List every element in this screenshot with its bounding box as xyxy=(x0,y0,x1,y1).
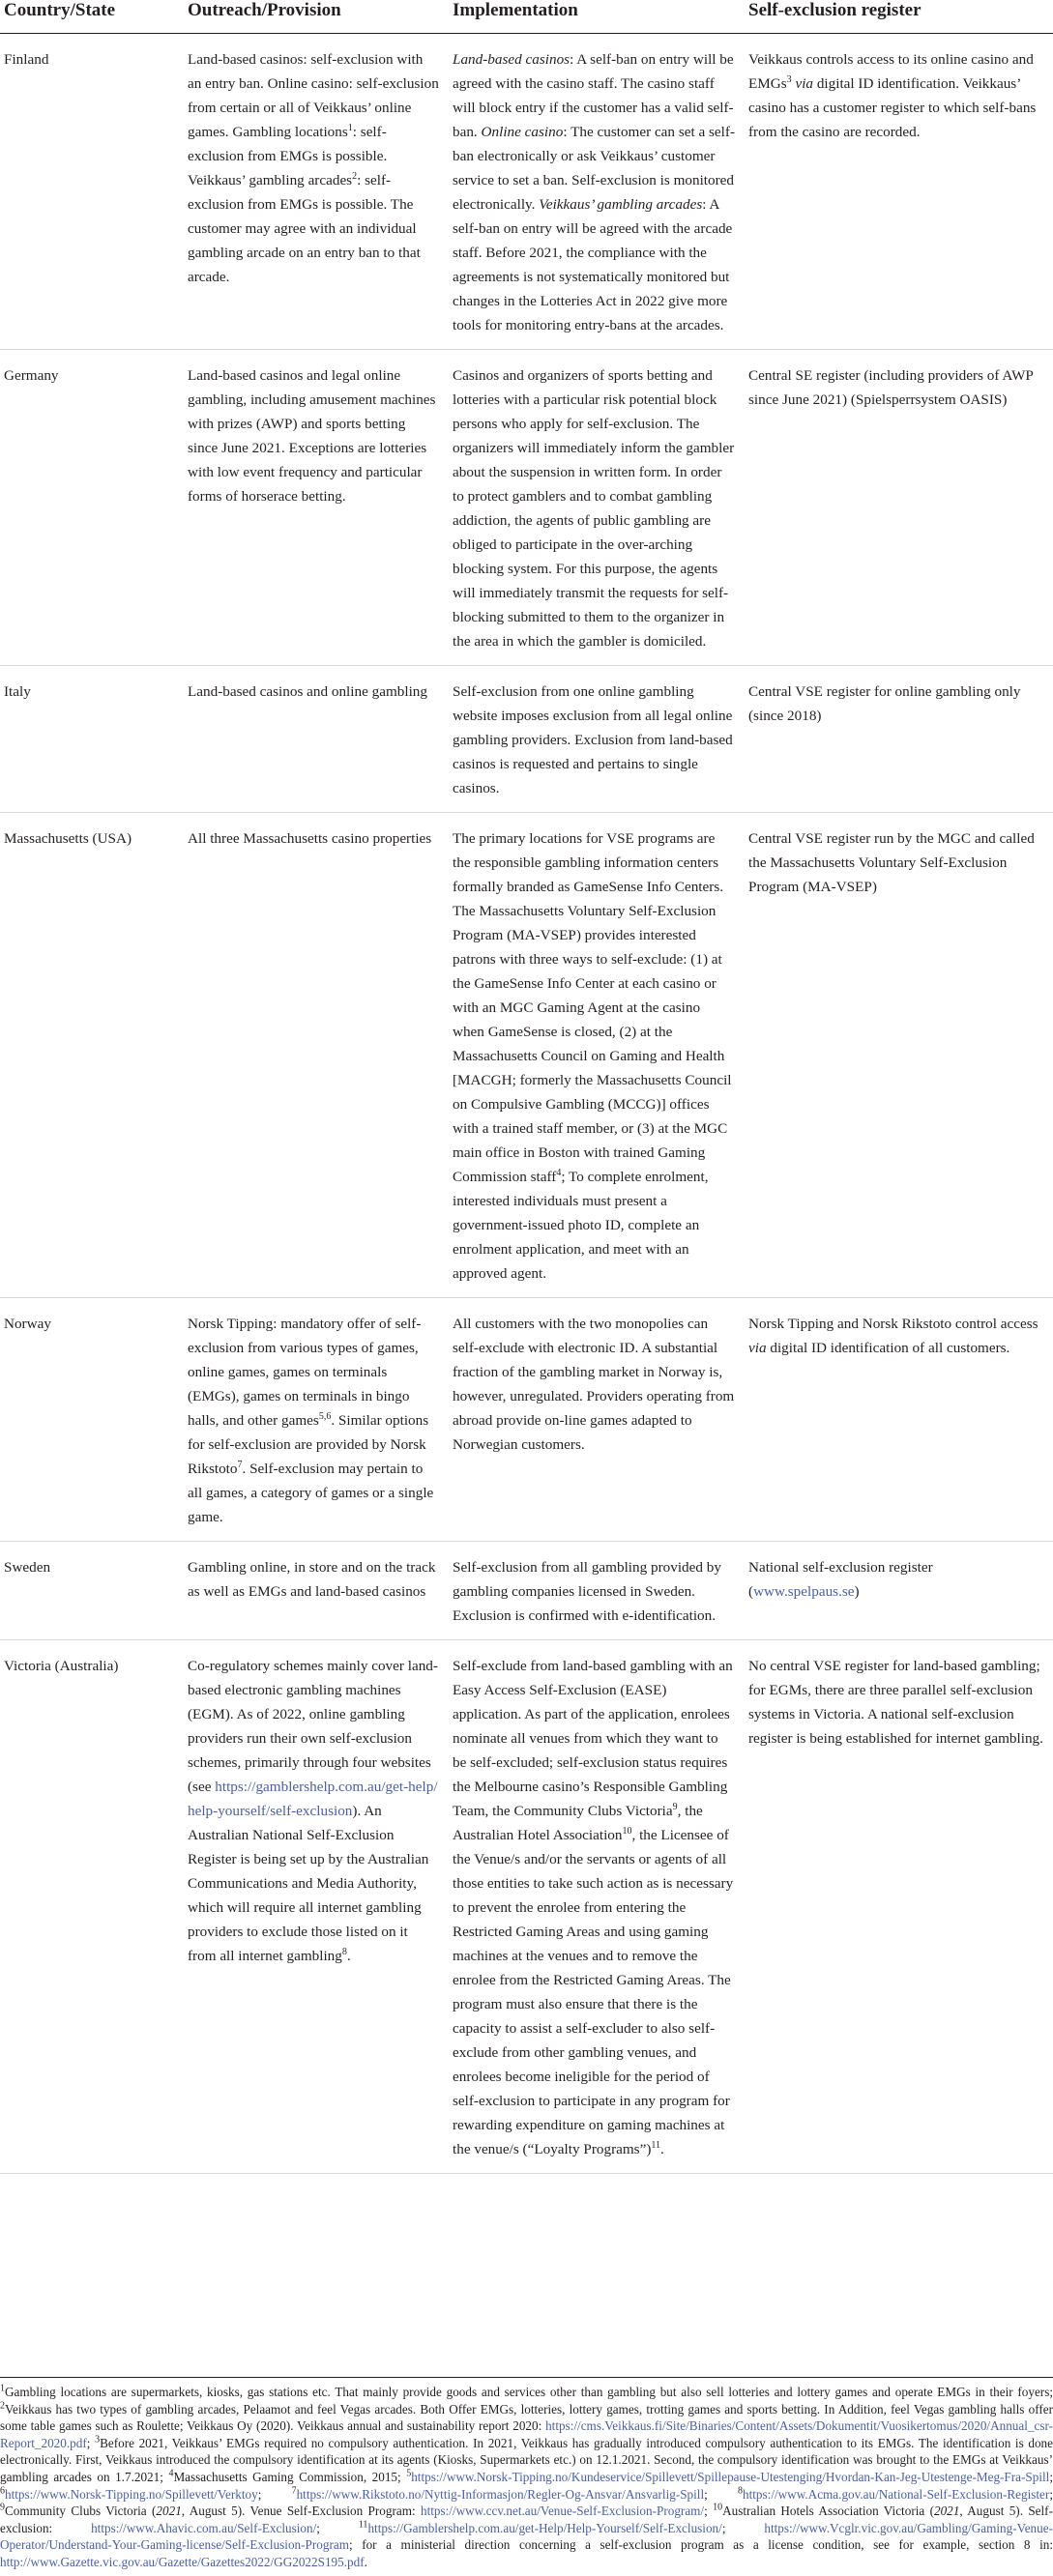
footnote-text: ; xyxy=(86,2435,96,2450)
footnote-number: 11 xyxy=(358,2519,368,2531)
implementation-cell: Self-exclusion from one online gambling website imposes exclusion from all legal online gambling providers. Exclusion from land-based casinos is requested and pertains to single casinos. xyxy=(449,666,745,813)
outreach-cell xyxy=(184,1298,449,1542)
country-cell: Victoria (Australia) xyxy=(0,1640,184,2174)
implementation-cell: Casinos and organizers of sports betting and lotteries with a particular risk potential block persons who apply for self-exclusion. The organizers will immediately inform the gambler about the suspension in written form. In order to protect gamblers and to combat gambling addiction, the agents of public gambling are obliged to participate in the over-arching blocking system. For this purpose, the agents will immediately transmit the requests for self-blocking submitted to them to the organizer in the area in which the gambler is domiciled. xyxy=(449,350,745,666)
header-implementation: Implementation xyxy=(449,0,745,34)
text: The primary locations for VSE programs are the responsible gambling information centers formally branded as GameSense Info Centers. The Massachusetts Voluntary Self-Exclusion Program (MA-VSEP) provides interested patrons with three ways to self-exclude: (1) at the GameSense Info Center at each casino or with an MGC Gaming Agent at the casino when GameSense is closed, (2) at the Massachusetts Council on Gaming and Health [MACGH; formerly the Massachusetts Council on Compulsive Gambling (MCCG)] offices with a trained staff member, or (3) at the MGC main office in Boston with trained Gaming Commission staff xyxy=(453,830,732,1185)
country-cell: Germany xyxy=(0,350,184,666)
footnote-link[interactable]: https://www.Acma.gov.au/National-Self-Exclusion-Register xyxy=(743,2486,1050,2502)
footnote-text: , August 5). Self-exclusion: xyxy=(0,2504,1053,2535)
footnote-link[interactable]: https://www.Vcglr.vic.gov.au/Gambling/Gaming-Venue-Operator/Understand-Your-Gaming-license/Self-Exclusion-Program xyxy=(0,2520,1053,2553)
text: ). An Australian National Self-Exclusion Register is being set up by the Australian Communications and Media Authority, which will require all internet gambling providers to exclude those listed on it from all internet gambling xyxy=(188,1803,429,1964)
table-row xyxy=(0,1640,1053,2174)
footnote-text: ; xyxy=(704,2486,739,2502)
footnote-link[interactable]: https://www.Ahavic.com.au/Self-Exclusion/ xyxy=(91,2520,317,2535)
register-cell: Central VSE register run by the MGC and called the Massachusetts Voluntary Self-Exclusion Program (MA-VSEP) xyxy=(745,813,1053,1298)
table-row xyxy=(0,666,1053,813)
table-row xyxy=(0,1542,1053,1640)
footnote-link[interactable]: https://www.Rikstoto.no/Nyttig-Informasjon/Regler-Og-Ansvar/Ansvarlig-Spill xyxy=(296,2486,705,2502)
implementation-cell: All customers with the two monopolies can self-exclude with electronic ID. A substantial fraction of the gambling market in Norway is, however, unregulated. Providers operating from abroad provide on-line games adapted to Norwegian customers. xyxy=(449,1298,745,1542)
text: Online casino xyxy=(481,124,564,140)
register-cell: Central SE register (including providers of AWP since June 2021) (Spielsperrsystem OASIS) xyxy=(745,350,1053,666)
text: via xyxy=(795,75,814,92)
footnotes xyxy=(0,2377,1053,2571)
text: : A self-ban on entry will be agreed with the casino staff. The casino staff will block entry if the customer has a valid self-ban. xyxy=(453,51,734,140)
header-country: Country/State xyxy=(0,0,184,34)
footnote-text: Gambling locations are supermarkets, kiosks, gas stations etc. That mainly provide goods and services other than gambling but also sell lotteries and lottery games and operate EMGs in their foyers; xyxy=(5,2385,1053,2399)
footnote-ref: 2 xyxy=(352,170,358,182)
text: digital ID identification. Veikkaus’ casino has a customer register to which self-bans from the casino are recorded. xyxy=(748,75,1037,140)
outreach-cell: Land-based casinos and legal online gambling, including amusement machines with prizes (AWP) and sports betting since June 2021. Exceptions are lotteries with low event frequency and particular forms of horserace betting. xyxy=(184,350,449,666)
footnote-link[interactable]: https://cms.Veikkaus.fi/Site/Binaries/Content/Assets/Dokumentit/Vuosikertomus/2020/Annual_csr-Report_2020.pdf xyxy=(0,2418,1053,2450)
text: Land-based casinos xyxy=(453,51,570,68)
footnote-link[interactable]: https://www.ccv.net.au/Venue-Self-Exclusion-Program/ xyxy=(420,2504,705,2519)
text: , the Licensee of the Venue/s and/or the servants or agents of all those entities to take such action as is necessary to prevent the enrolee from entering the Restricted Gaming Areas and using gaming machines at the venues and to remove the enrolee from the Restricted Gaming Areas. The program must also ensure that there is the capacity to assist a self-excluder to also self-exclude from other gambling venues, and enrolees become ineligible for the period of self-exclusion to participate in any program for rewarding expenditure on gaming machines at the venue/s (“Loyalty Programs”) xyxy=(453,1827,734,2157)
footnote-text: 2021 xyxy=(933,2504,960,2519)
footnote-text: ; for a ministerial direction concerning a self-exclusion program as a license condition, see for example, section 8 in: xyxy=(348,2537,1053,2553)
footnote-link[interactable]: https://www.Norsk-Tipping.no/Spillevett/Verktoy xyxy=(5,2486,258,2502)
footnote-ref: 3 xyxy=(786,73,792,85)
footnote-number: 7 xyxy=(291,2485,297,2497)
gamblershelp-link[interactable]: https://gamblershelp.com.au/get-help/help-yourself/self-exclusion xyxy=(188,1779,438,1819)
footnote-link[interactable]: http://www.Gazette.vic.gov.au/Gazette/Gazettes2022/GG2022S195.pdf xyxy=(0,2554,365,2569)
implementation-cell xyxy=(449,1640,745,2174)
implementation-cell xyxy=(449,34,745,350)
footnote-ref: 5,6 xyxy=(318,1410,332,1422)
text: . Self-exclusion may pertain to all games, a category of games or a single game. xyxy=(188,1461,434,1525)
footnote-ref: 10 xyxy=(622,1825,632,1837)
country-cell: Norway xyxy=(0,1298,184,1542)
footnote-text: Veikkaus has two types of gambling arcades, Pelaamot and feel Vegas arcades. Both Offer EMGs, lotteries, lottery games, trotting games and sports betting. In Addition, feel Vegas gambling halls offer some table games such as Roulette; Veikkaus Oy (2020). Veikkaus annual and sustainability report 2020: xyxy=(0,2401,1053,2434)
country-cell: Massachusetts (USA) xyxy=(0,813,184,1298)
table-row xyxy=(0,1298,1053,1542)
footnote-ref: 11 xyxy=(651,2139,661,2151)
footnote-text: ; xyxy=(704,2504,714,2519)
footnote-text: , August 5). Venue Self-Exclusion Program: xyxy=(181,2504,421,2519)
header-outreach: Outreach/Provision xyxy=(184,0,449,34)
footnote-number: 4 xyxy=(168,2468,174,2479)
table-row xyxy=(0,350,1053,666)
footnote-text: ; xyxy=(316,2520,359,2535)
footnote-number: 5 xyxy=(406,2468,412,2479)
table-row xyxy=(0,34,1053,350)
text: . Similar options for self-exclusion are provided by Norsk Rikstoto xyxy=(188,1412,429,1477)
text: Veikkaus’ gambling arcades xyxy=(539,196,703,213)
text: . xyxy=(346,1948,351,1964)
country-cell: Italy xyxy=(0,666,184,813)
register-cell xyxy=(745,1542,1053,1640)
text: : self-exclusion from EMGs is possible. Veikkaus’ gambling arcades xyxy=(188,124,388,188)
footnote-text: Community Clubs Victoria ( xyxy=(5,2504,157,2519)
footnote-number: 3 xyxy=(95,2434,101,2446)
footnote-number: 9 xyxy=(0,2502,5,2513)
outreach-cell: Gambling online, in store and on the track as well as EMGs and land-based casinos xyxy=(184,1542,449,1640)
footnote-ref: 9 xyxy=(672,1801,678,1812)
footnote-ref: 7 xyxy=(237,1459,243,1470)
country-cell: Finland xyxy=(0,34,184,350)
register-cell xyxy=(745,1298,1053,1542)
text: , the Australian Hotel Association xyxy=(453,1803,703,1843)
text: Norsk Tipping: mandatory offer of self-exclusion from various types of games, online games, games on terminals (EMGs), games on terminals in bingo halls, and other games xyxy=(188,1316,422,1429)
footnote-text: ; xyxy=(1049,2486,1053,2502)
implementation-cell: Self-exclusion from all gambling provided by gambling companies licensed in Sweden. Exclusion is confirmed with e-identification. xyxy=(449,1542,745,1640)
text: digital ID identification of all customers. xyxy=(766,1340,1010,1356)
footnote-ref: 8 xyxy=(341,1946,347,1957)
text: Norsk Tipping and Norsk Rikstoto control access xyxy=(748,1316,1038,1332)
footnote-number: 8 xyxy=(738,2485,744,2497)
table-header-row xyxy=(0,0,1053,34)
outreach-cell: Land-based casinos and online gambling xyxy=(184,666,449,813)
footnote-text: 2021 xyxy=(156,2504,182,2519)
footnote-number: 2 xyxy=(0,2400,5,2412)
country-cell: Sweden xyxy=(0,1542,184,1640)
footnote-text: ; xyxy=(721,2520,765,2535)
text: National self-exclusion register ( xyxy=(748,1559,933,1600)
footnote-link[interactable]: https://www.Norsk-Tipping.no/Kundeservice/Spillevett/Spillepause-Utestenging/Hvordan-Kan-Jeg-Utestenge-Meg-Fra-Spill xyxy=(411,2469,1050,2484)
footnote-link[interactable]: https://Gamblershelp.com.au/get-Help/Help-Yourself/Self-Exclusion/ xyxy=(367,2520,722,2535)
footnote-text: Massachusetts Gaming Commission, 2015; xyxy=(173,2469,407,2484)
text: : A self-ban on entry will be agreed with the arcade staff. Before 2021, the compliance with the agreements is not systematically monitored but changes in the Lotteries Act in 2022 give more tools for monitoring entry-bans at the arcades. xyxy=(453,196,733,333)
footnote-ref: 4 xyxy=(556,1167,562,1178)
table-row xyxy=(0,813,1053,1298)
text: Land-based casinos: self-exclusion with an entry ban. Online casino: self-exclusion from certain or all of Veikkaus’ online games. Gambling locations xyxy=(188,51,439,140)
outreach-cell: All three Massachusetts casino properties xyxy=(184,813,449,1298)
register-cell xyxy=(745,34,1053,350)
spelpaus-link[interactable]: www.spelpaus.se xyxy=(753,1583,855,1600)
outreach-cell xyxy=(184,1640,449,2174)
text: Veikkaus controls access to its online casino and EMGs xyxy=(748,51,1034,92)
text: via xyxy=(748,1340,767,1356)
register-cell: No central VSE register for land-based gambling; for EGMs, there are three parallel self-exclusion systems in Victoria. A national self-exclusion register is being established for internet gambling. xyxy=(745,1640,1053,2174)
footnote-number: 1 xyxy=(0,2383,5,2394)
text: ; To complete enrolment, interested individuals must present a government-issued photo ID, complete an enrolment application, and meet with an approved agent. xyxy=(453,1169,709,1282)
footnote-text: ; xyxy=(1049,2469,1053,2484)
footnote-text: ; xyxy=(257,2486,292,2502)
text: ) xyxy=(854,1583,860,1600)
header-register: Self-exclusion register xyxy=(745,0,1053,34)
outreach-cell xyxy=(184,34,449,350)
footnote-number: 6 xyxy=(0,2485,5,2497)
footnote-text: Before 2021, Veikkaus’ EMGs required no compulsory authentication. In 2021, Veikkaus has gradually introduced compulsory authentication to its EMGs. The identification is done electronically. First, Veikkaus introduced the compulsory identification at its agents (Kiosks, Supermarkets etc.) on 12.1.2021. Second, the compulsory identification was brought to the EMGs at Veikkaus’ gambling arcades on 1.7.2021; xyxy=(0,2435,1053,2484)
text: . xyxy=(660,2141,664,2157)
text: : self-exclusion from EMGs is possible. The customer may agree with an individual gambling arcade on an entry ban to that arcade. xyxy=(188,172,421,285)
text: : The customer can set a self-ban electronically or ask Veikkaus’ customer service to set a ban. Self-exclusion is monitored electronically. xyxy=(453,124,736,213)
footnote-number: 10 xyxy=(713,2502,723,2513)
footnote-ref: 1 xyxy=(347,122,353,133)
footnote-text: . xyxy=(364,2554,367,2569)
implementation-cell xyxy=(449,813,745,1298)
register-cell: Central VSE register for online gambling only (since 2018) xyxy=(745,666,1053,813)
footnote-text: Australian Hotels Association Victoria ( xyxy=(722,2504,934,2519)
text: Self-exclude from land-based gambling with an Easy Access Self-Exclusion (EASE) application. As part of the application, enrolees nominate all venues from which they want to be self-excluded; self-exclusion status requires the Melbourne casino’s Responsible Gambling Team, the Community Clubs Victoria xyxy=(453,1658,733,1819)
text: Co-regulatory schemes mainly cover land-based electronic gambling machines (EGM). As of 2022, online gambling providers run their own self-exclusion schemes, primarily through four websites (see xyxy=(188,1658,438,1795)
